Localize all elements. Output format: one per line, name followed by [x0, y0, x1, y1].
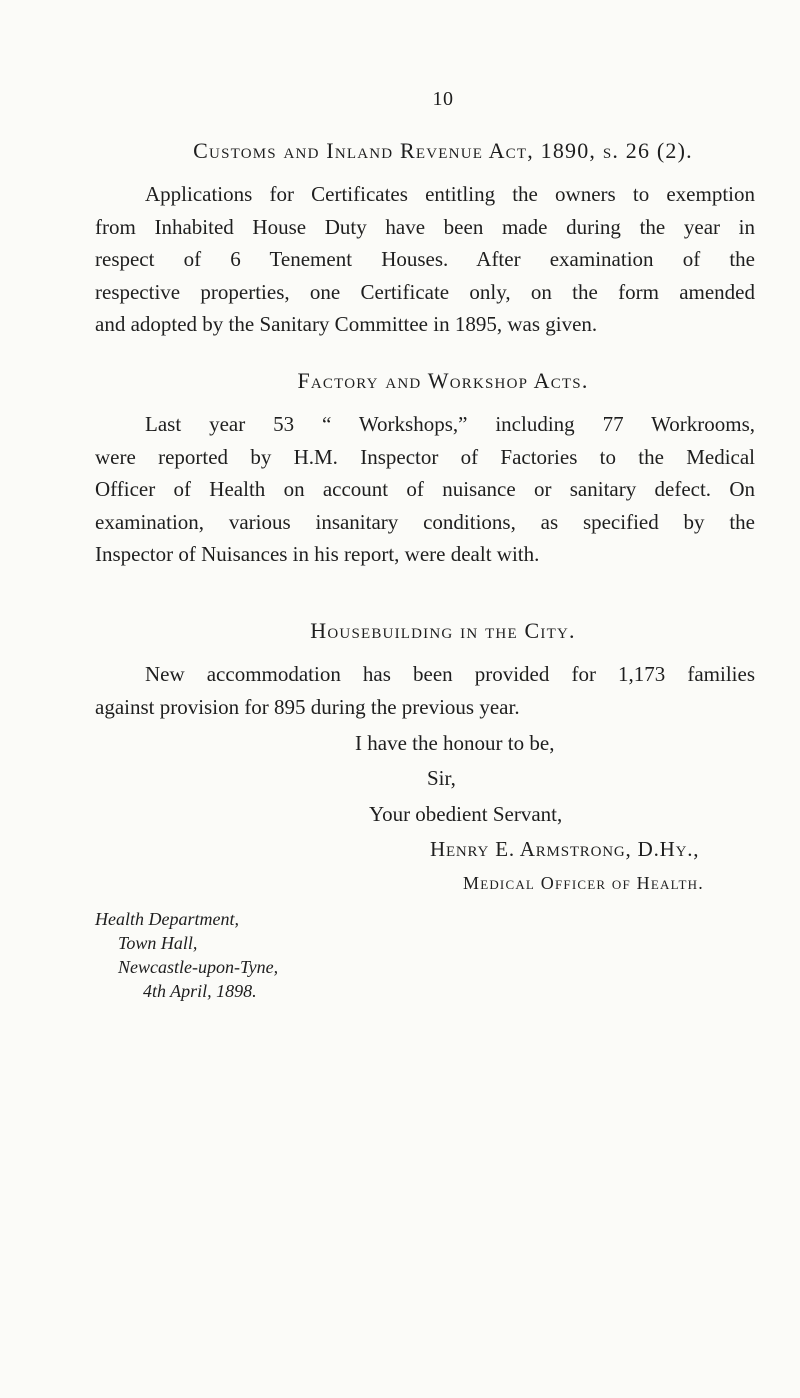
address-line-date: 4th April, 1898.: [143, 981, 257, 1001]
paragraph-line: Last year 53 “ Workshops,” including 77 Workrooms,: [145, 412, 755, 436]
paragraph-line: from Inhabited House Duty have been made during the year in: [95, 214, 755, 239]
paragraph-line: and adopted by the Sanitary Committee in 1895, was given.: [95, 312, 598, 336]
paragraph-line: Applications for Certificates entitling the owners to exemption: [145, 182, 755, 206]
paragraph-factory: [95, 408, 755, 571]
paragraph-line: Officer of Health on account of nuisance or sanitary defect. On: [95, 477, 755, 501]
paragraph-line: examination, various insanitary conditions, as specified by the: [95, 509, 755, 534]
servant-line: Your obedient Servant,: [369, 802, 563, 826]
paragraph-line: were reported by H.M. Inspector of Factories to the Medical: [95, 444, 755, 469]
salutation: Sir,: [427, 766, 456, 790]
paragraph-line: respective properties, one Certificate only, on the form amended: [95, 279, 755, 304]
signatory-name: Henry E. Armstrong, D.Hy.,: [430, 837, 700, 861]
paragraph-line: against provision for 895 during the previous year.: [95, 694, 520, 719]
page-number: 10: [432, 88, 454, 110]
paragraph-line: New accommodation has been provided for 1,173 families: [145, 662, 755, 686]
section-heading-housebuilding: Housebuilding in the City.: [310, 618, 576, 643]
paragraph-line: respect of 6 Tenement Houses. After examination of the: [95, 247, 755, 271]
closing-line: I have the honour to be,: [355, 731, 555, 755]
signatory-title: Medical Officer of Health.: [463, 873, 704, 893]
paragraph-line: Inspector of Nuisances in his report, were dealt with.: [95, 542, 540, 566]
paragraph-housebuilding: [95, 658, 755, 723]
address-line-building: Town Hall,: [118, 933, 198, 953]
address-line-department: Health Department,: [95, 909, 239, 929]
paragraph-customs: [95, 178, 755, 341]
section-heading-customs: Customs and Inland Revenue Act, 1890, s. 26 (2).: [193, 138, 693, 163]
section-heading-factory: Factory and Workshop Acts.: [297, 368, 589, 393]
address-line-city: Newcastle-upon-Tyne,: [118, 957, 279, 977]
